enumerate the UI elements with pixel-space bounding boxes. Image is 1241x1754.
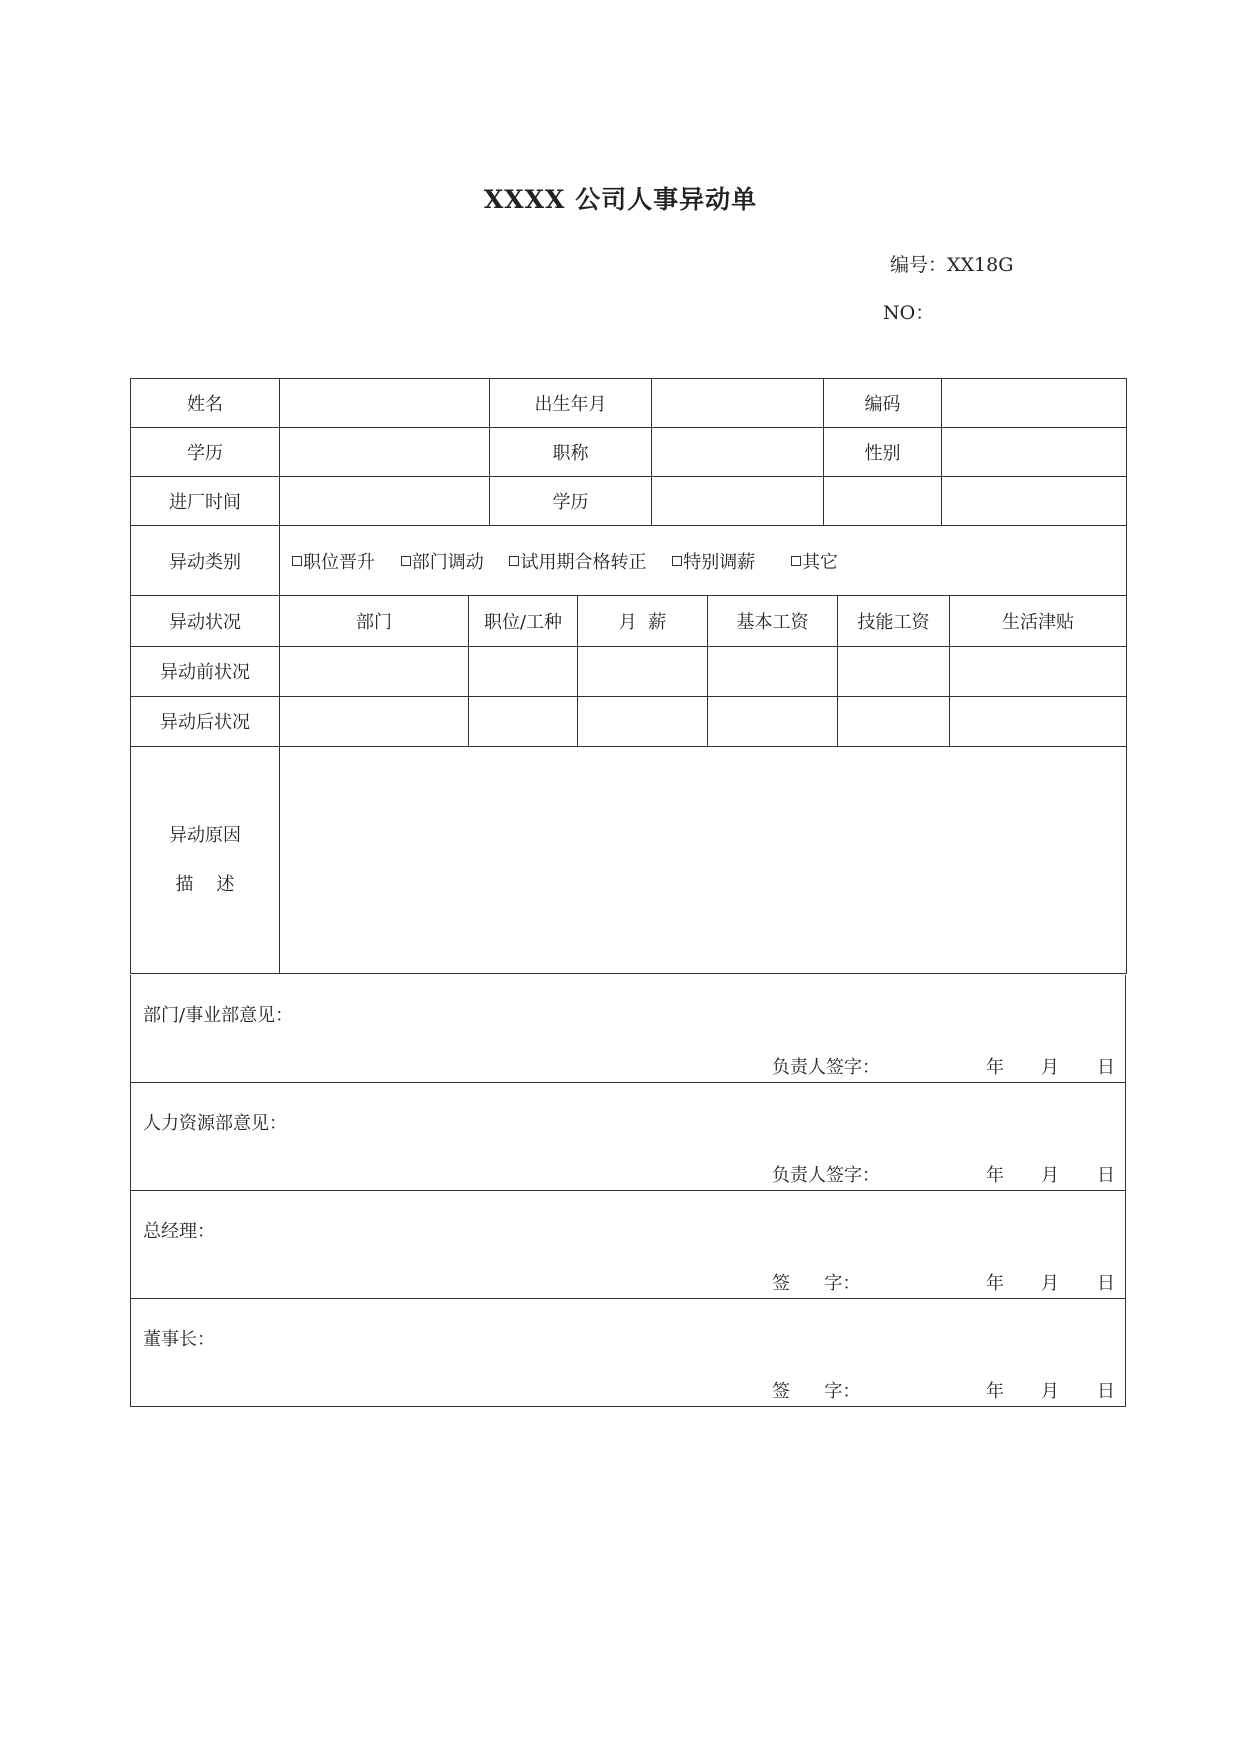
education-field[interactable] bbox=[280, 428, 490, 477]
table-cell[interactable] bbox=[838, 646, 950, 696]
hr-opinion-label: 人力资源部意见： bbox=[143, 1113, 287, 1134]
table-cell[interactable] bbox=[469, 646, 578, 696]
form-title: XXXX 公司人事异动单 bbox=[483, 185, 758, 214]
form-number: NO： bbox=[883, 302, 935, 324]
month-label: 月 bbox=[1041, 1381, 1059, 1402]
living-allowance-header: 生活津贴 bbox=[950, 596, 1127, 646]
change-type-option[interactable]: 职位晋升 bbox=[292, 552, 375, 573]
blank-cell[interactable] bbox=[824, 477, 942, 526]
education-label: 学历 bbox=[131, 428, 280, 477]
table-cell[interactable] bbox=[578, 646, 708, 696]
hire-date-label: 进厂时间 bbox=[131, 477, 280, 526]
job-title-field[interactable] bbox=[652, 428, 824, 477]
chairman-label: 董事长： bbox=[143, 1329, 215, 1350]
skill-salary-header: 技能工资 bbox=[838, 596, 950, 646]
gender-field[interactable] bbox=[942, 428, 1127, 477]
monthly-salary-header: 月 薪 bbox=[578, 596, 708, 646]
change-type-option[interactable]: 特别调薪 bbox=[672, 552, 755, 573]
name-label: 姓名 bbox=[131, 379, 280, 428]
employee-code-label: 编码 bbox=[824, 379, 942, 428]
job-title-label: 职称 bbox=[490, 428, 652, 477]
checkbox-icon[interactable] bbox=[401, 556, 411, 566]
before-change-label: 异动前状况 bbox=[131, 646, 280, 696]
education-2-field[interactable] bbox=[652, 477, 824, 526]
general-manager-section[interactable] bbox=[130, 1191, 1126, 1299]
general-manager-label: 总经理： bbox=[143, 1221, 215, 1242]
position-header: 职位/工种 bbox=[469, 596, 578, 646]
month-label: 月 bbox=[1041, 1165, 1059, 1186]
reason-label-line2: 描 述 bbox=[175, 873, 235, 895]
change-type-options bbox=[280, 526, 1127, 596]
table-cell[interactable] bbox=[838, 696, 950, 746]
signature-label: 签 字： bbox=[772, 1273, 861, 1294]
year-label: 年 bbox=[986, 1057, 1004, 1078]
signature-label: 负责人签字： bbox=[772, 1057, 880, 1078]
table-cell[interactable] bbox=[708, 646, 838, 696]
year-label: 年 bbox=[986, 1381, 1004, 1402]
table-cell[interactable] bbox=[578, 696, 708, 746]
signature-label: 签 字： bbox=[772, 1381, 861, 1402]
checkbox-icon[interactable] bbox=[791, 556, 801, 566]
table-cell[interactable] bbox=[280, 646, 469, 696]
employee-code-field[interactable] bbox=[942, 379, 1127, 428]
base-salary-header: 基本工资 bbox=[708, 596, 838, 646]
chairman-section[interactable] bbox=[130, 1299, 1126, 1407]
department-header: 部门 bbox=[280, 596, 469, 646]
day-label: 日 bbox=[1097, 1273, 1115, 1294]
reason-description-field[interactable] bbox=[280, 746, 1127, 973]
year-label: 年 bbox=[986, 1165, 1004, 1186]
blank-cell[interactable] bbox=[942, 477, 1127, 526]
status-header: 异动状况 bbox=[131, 596, 280, 646]
table-cell[interactable] bbox=[950, 696, 1127, 746]
checkbox-icon[interactable] bbox=[292, 556, 302, 566]
change-status-table bbox=[130, 596, 1127, 974]
reason-label-line1: 异动原因 bbox=[169, 824, 241, 846]
after-change-label: 异动后状况 bbox=[131, 696, 280, 746]
form-code: 编号：XX18G bbox=[890, 254, 1014, 276]
department-opinion-section[interactable] bbox=[130, 975, 1126, 1083]
day-label: 日 bbox=[1097, 1165, 1115, 1186]
checkbox-icon[interactable] bbox=[672, 556, 682, 566]
day-label: 日 bbox=[1097, 1057, 1115, 1078]
hr-opinion-section[interactable] bbox=[130, 1083, 1126, 1191]
reason-label bbox=[131, 746, 280, 973]
gender-label: 性别 bbox=[824, 428, 942, 477]
year-label: 年 bbox=[986, 1273, 1004, 1294]
table-cell[interactable] bbox=[469, 696, 578, 746]
day-label: 日 bbox=[1097, 1381, 1115, 1402]
employee-info-table bbox=[130, 378, 1127, 596]
department-opinion-label: 部门/事业部意见： bbox=[143, 1005, 294, 1026]
change-type-label: 异动类别 bbox=[131, 526, 280, 596]
name-field[interactable] bbox=[280, 379, 490, 428]
birth-date-label: 出生年月 bbox=[490, 379, 652, 428]
table-cell[interactable] bbox=[950, 646, 1127, 696]
change-type-option[interactable]: 其它 bbox=[791, 552, 838, 573]
month-label: 月 bbox=[1041, 1057, 1059, 1078]
hire-date-field[interactable] bbox=[280, 477, 490, 526]
education-2-label: 学历 bbox=[490, 477, 652, 526]
table-cell[interactable] bbox=[280, 696, 469, 746]
table-cell[interactable] bbox=[708, 696, 838, 746]
change-type-option[interactable]: 试用期合格转正 bbox=[509, 552, 646, 573]
checkbox-icon[interactable] bbox=[509, 556, 519, 566]
month-label: 月 bbox=[1041, 1273, 1059, 1294]
change-type-option[interactable]: 部门调动 bbox=[401, 552, 484, 573]
birth-date-field[interactable] bbox=[652, 379, 824, 428]
signature-label: 负责人签字： bbox=[772, 1165, 880, 1186]
